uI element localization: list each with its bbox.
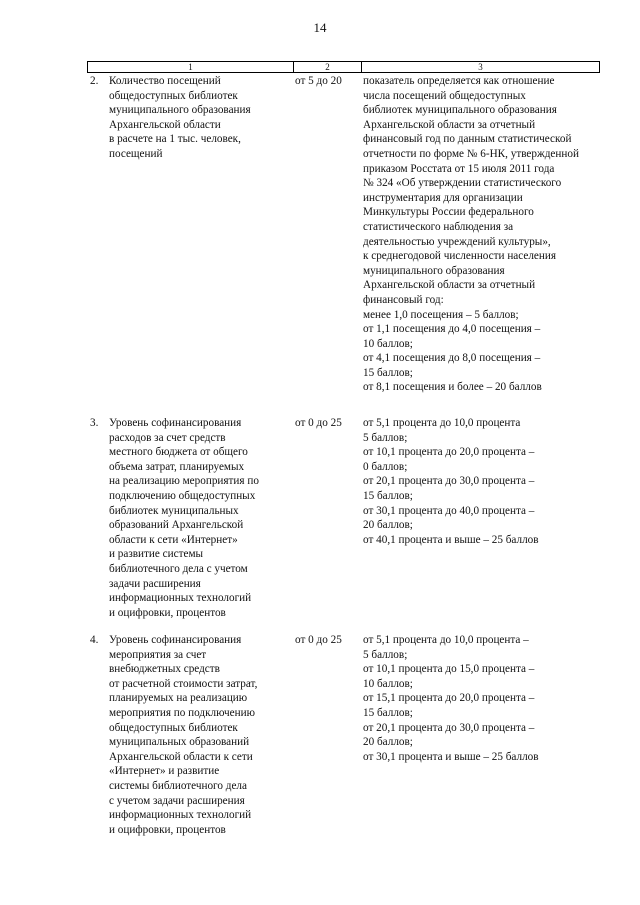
text-line: Архангельской области за отчетный: [363, 118, 536, 131]
text-line: области к сети «Интернет»: [109, 533, 238, 546]
text-line: системы библиотечного дела: [109, 779, 247, 792]
text-line: расходов за счет средств: [109, 431, 226, 444]
text-line: Уровень софинансирования: [109, 634, 242, 646]
calculation-method: [363, 416, 599, 547]
criterion-name: [109, 416, 289, 620]
text-line: финансовый год по данным статистической: [363, 133, 572, 146]
text-line: от расчетной стоимости затрат,: [109, 677, 258, 690]
text-line: от 1,1 посещения до 4,0 посещения –: [363, 323, 541, 336]
criterion-name: [109, 633, 289, 837]
text-line: к среднегодовой численности населения: [363, 250, 557, 263]
page-number: 14: [313, 20, 327, 35]
text-line: от 15,1 процента до 20,0 процента –: [363, 692, 535, 705]
text-line: с учетом задачи расширения: [109, 794, 245, 807]
text-line: муниципальных образований: [109, 736, 250, 749]
column-header-3: 3: [362, 62, 600, 73]
criterion-name: [109, 74, 289, 162]
column-header-row: [88, 62, 600, 73]
text-line: от 10,1 процента до 20,0 процента –: [363, 446, 535, 459]
text-line: от 30,1 процента до 40,0 процента –: [363, 504, 535, 517]
text-line: от 5,1 процента до 10,0 процента: [363, 417, 521, 429]
text-line: объема затрат, планируемых: [109, 460, 245, 473]
text-line: общедоступных библиотек: [109, 89, 238, 102]
score-range: от 0 до 25: [295, 634, 342, 646]
row-number: 2.: [90, 75, 99, 87]
text-line: менее 1,0 посещения – 5 баллов;: [363, 308, 519, 321]
text-line: муниципального образования: [363, 264, 505, 277]
text-line: 15 баллов;: [363, 489, 413, 502]
calculation-method: [363, 74, 599, 395]
text-line: посещений: [109, 147, 163, 160]
text-line: приказом Росстата от 15 июля 2011 года: [363, 162, 555, 175]
text-line: и развитие системы: [109, 548, 204, 561]
text-line: 15 баллов;: [363, 366, 413, 379]
text-line: от 8,1 посещения и более – 20 баллов: [363, 381, 542, 394]
text-line: муниципального образования: [109, 104, 251, 117]
text-line: внебюджетных средств: [109, 663, 220, 676]
text-line: инструментария для организации: [363, 191, 523, 204]
text-line: статистического наблюдения за: [363, 220, 514, 233]
text-line: от 5,1 процента до 10,0 процента –: [363, 634, 529, 646]
text-line: информационных технологий: [109, 592, 252, 605]
text-line: от 20,1 процента до 30,0 процента –: [363, 721, 535, 734]
text-line: деятельностью учреждений культуры»,: [363, 235, 551, 248]
score-range: от 0 до 25: [295, 417, 342, 429]
text-line: 15 баллов;: [363, 706, 413, 719]
text-line: от 40,1 процента и выше – 25 баллов: [363, 533, 539, 546]
calculation-method: [363, 633, 599, 764]
text-line: от 20,1 процента до 30,0 процента –: [363, 475, 535, 488]
text-line: и оцифровки, процентов: [109, 606, 226, 619]
text-line: показатель определяется как отношение: [363, 75, 555, 87]
text-line: «Интернет» и развитие: [109, 765, 220, 778]
text-line: библиотечного дела с учетом: [109, 562, 248, 575]
text-line: 0 баллов;: [363, 460, 408, 473]
text-line: от 30,1 процента и выше – 25 баллов: [363, 750, 539, 763]
text-line: 20 баллов;: [363, 519, 413, 532]
text-line: Количество посещений: [109, 75, 221, 87]
text-line: Архангельской области к сети: [109, 750, 253, 763]
text-line: от 4,1 посещения до 8,0 посещения –: [363, 352, 541, 365]
text-line: финансовый год:: [363, 293, 444, 306]
text-line: 5 баллов;: [363, 648, 408, 661]
text-line: числа посещений общедоступных: [363, 89, 526, 102]
text-line: 10 баллов;: [363, 337, 413, 350]
text-line: информационных технологий: [109, 809, 252, 822]
text-line: № 324 «Об утверждении статистического: [363, 177, 562, 190]
text-line: задачи расширения: [109, 577, 201, 590]
text-line: библиотек муниципального образования: [363, 104, 557, 117]
text-line: Архангельской области: [109, 118, 221, 131]
text-line: подключению общедоступных: [109, 489, 256, 502]
text-line: библиотек муниципальных: [109, 504, 239, 517]
text-line: 10 баллов;: [363, 677, 413, 690]
text-line: на реализацию мероприятия по: [109, 475, 259, 488]
text-line: планируемых на реализацию: [109, 692, 248, 705]
text-line: Архангельской области за отчетный: [363, 279, 536, 292]
text-line: 5 баллов;: [363, 431, 408, 444]
row-number: 3.: [90, 417, 99, 429]
text-line: Минкультуры России федерального: [363, 206, 534, 219]
text-line: от 10,1 процента до 15,0 процента –: [363, 663, 535, 676]
text-line: мероприятия по подключению: [109, 706, 255, 719]
text-line: общедоступных библиотек: [109, 721, 238, 734]
column-header-table: [87, 61, 600, 73]
column-header-1: 1: [88, 62, 294, 73]
score-range: от 5 до 20: [295, 75, 342, 87]
text-line: отчетности по форме № 6-НК, утвержденной: [363, 147, 579, 160]
column-header-2: 2: [294, 62, 362, 73]
text-line: 20 баллов;: [363, 736, 413, 749]
row-number: 4.: [90, 634, 99, 646]
text-line: Уровень софинансирования: [109, 417, 242, 429]
text-line: местного бюджета от общего: [109, 446, 248, 459]
text-line: образований Архангельской: [109, 519, 244, 532]
text-line: в расчете на 1 тыс. человек,: [109, 133, 241, 146]
text-line: и оцифровки, процентов: [109, 823, 226, 836]
text-line: мероприятия за счет: [109, 648, 207, 661]
